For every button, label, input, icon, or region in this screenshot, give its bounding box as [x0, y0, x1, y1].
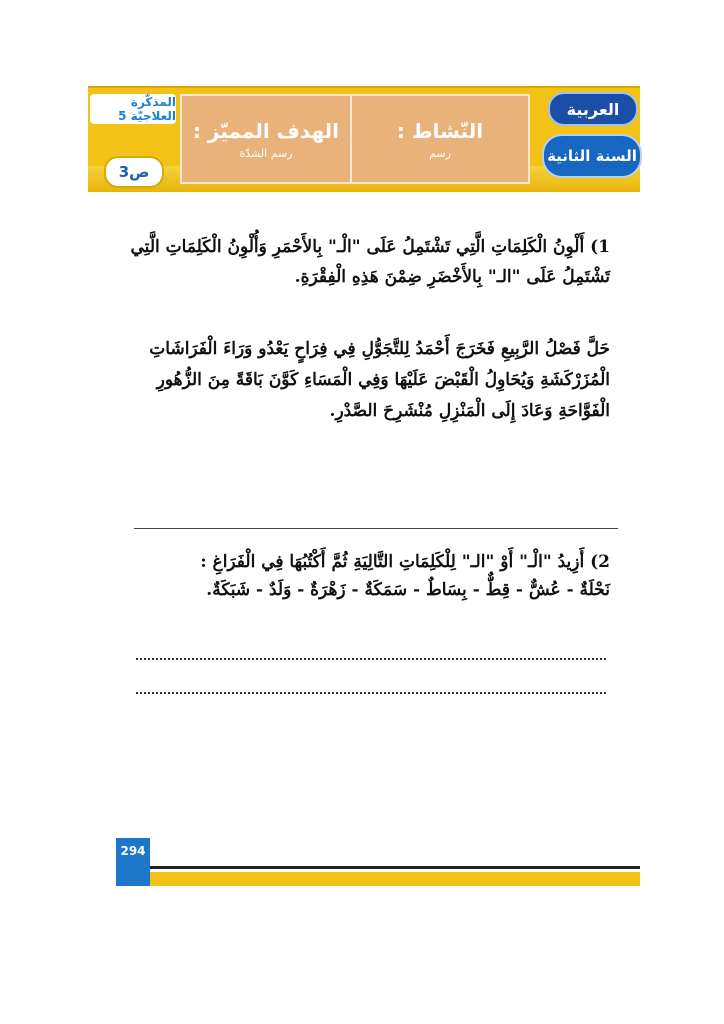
worksheet-header [88, 86, 640, 192]
answer-line-2[interactable] [136, 692, 606, 694]
page-number: 294 [116, 838, 150, 886]
worksheet-page [88, 86, 640, 886]
footer-band [116, 872, 640, 886]
exercise1-instruction: 1) أَلْوِنُ الْكَلِمَاتِ الَّتِي تَشْتَمِلُ عَلَى "الْـ" بِالأَحْمَرِ وَأُلْوِنُ الْكَلِمَاتِ الَّتِي تَشْتَمِلُ عَلَى "الـ" بِالأَخْضَرِ ضِمْنَ هَذِهِ الْفِقْرَةِ. [130, 237, 610, 287]
subject-label: العربية [548, 92, 638, 126]
exercise2-words: نَحْلَةٌ - عُشٌّ - قِطٌّ - بِسَاطٌ - سَمَكَةٌ - زَهْرَةٌ - وَلَدٌ - شَبَكَةٌ. [206, 580, 610, 600]
exercise2-instruction: 2) أَزِيدُ "الْـ" أَوْ "الـ" لِلْكَلِمَاتِ التَّالِيَةِ ثُمَّ أَكْتُبُهَا فِي الْفَرَاغِ : [200, 552, 610, 572]
page-badge: 3ص [104, 156, 164, 188]
answer-line-1[interactable] [136, 658, 606, 660]
activity-box [350, 94, 530, 184]
activity-value: رسم [429, 146, 451, 160]
exercise2-block [120, 548, 610, 604]
goal-value: رسم الشدّة [239, 146, 293, 160]
booklet-tag: المذكّرة العلاجيّة 5 [90, 94, 176, 124]
activity-title: النّشاط : [396, 118, 484, 143]
year-label: السنة الثانية [542, 134, 642, 178]
goal-title: الهدف المميّز : [192, 118, 340, 143]
goal-box [180, 94, 352, 184]
exercise1-passage: حَلَّ فَصْلُ الرَّبِيعِ فَخَرَجَ أَحْمَدُ لِلتَّجَوُّلِ فِي فِرَاحٍ يَعْدُو وَرَاءَ الْفَرَاشَاتِ الْمُزَرْكَشَةِ وَيُحَاوِلُ الْقَبْضَ عَلَيْهَا وَفِي الْمَسَاءِ كَوَّنَ بَاقَةً مِنَ الزُّهُورِ الْفَوَّاحَةِ وَعَادَ إِلَى الْمَنْزِلِ مُنْشَرِحَ الصَّدْرِ. [149, 339, 610, 421]
section-divider [134, 528, 618, 529]
footer-line [116, 866, 640, 869]
